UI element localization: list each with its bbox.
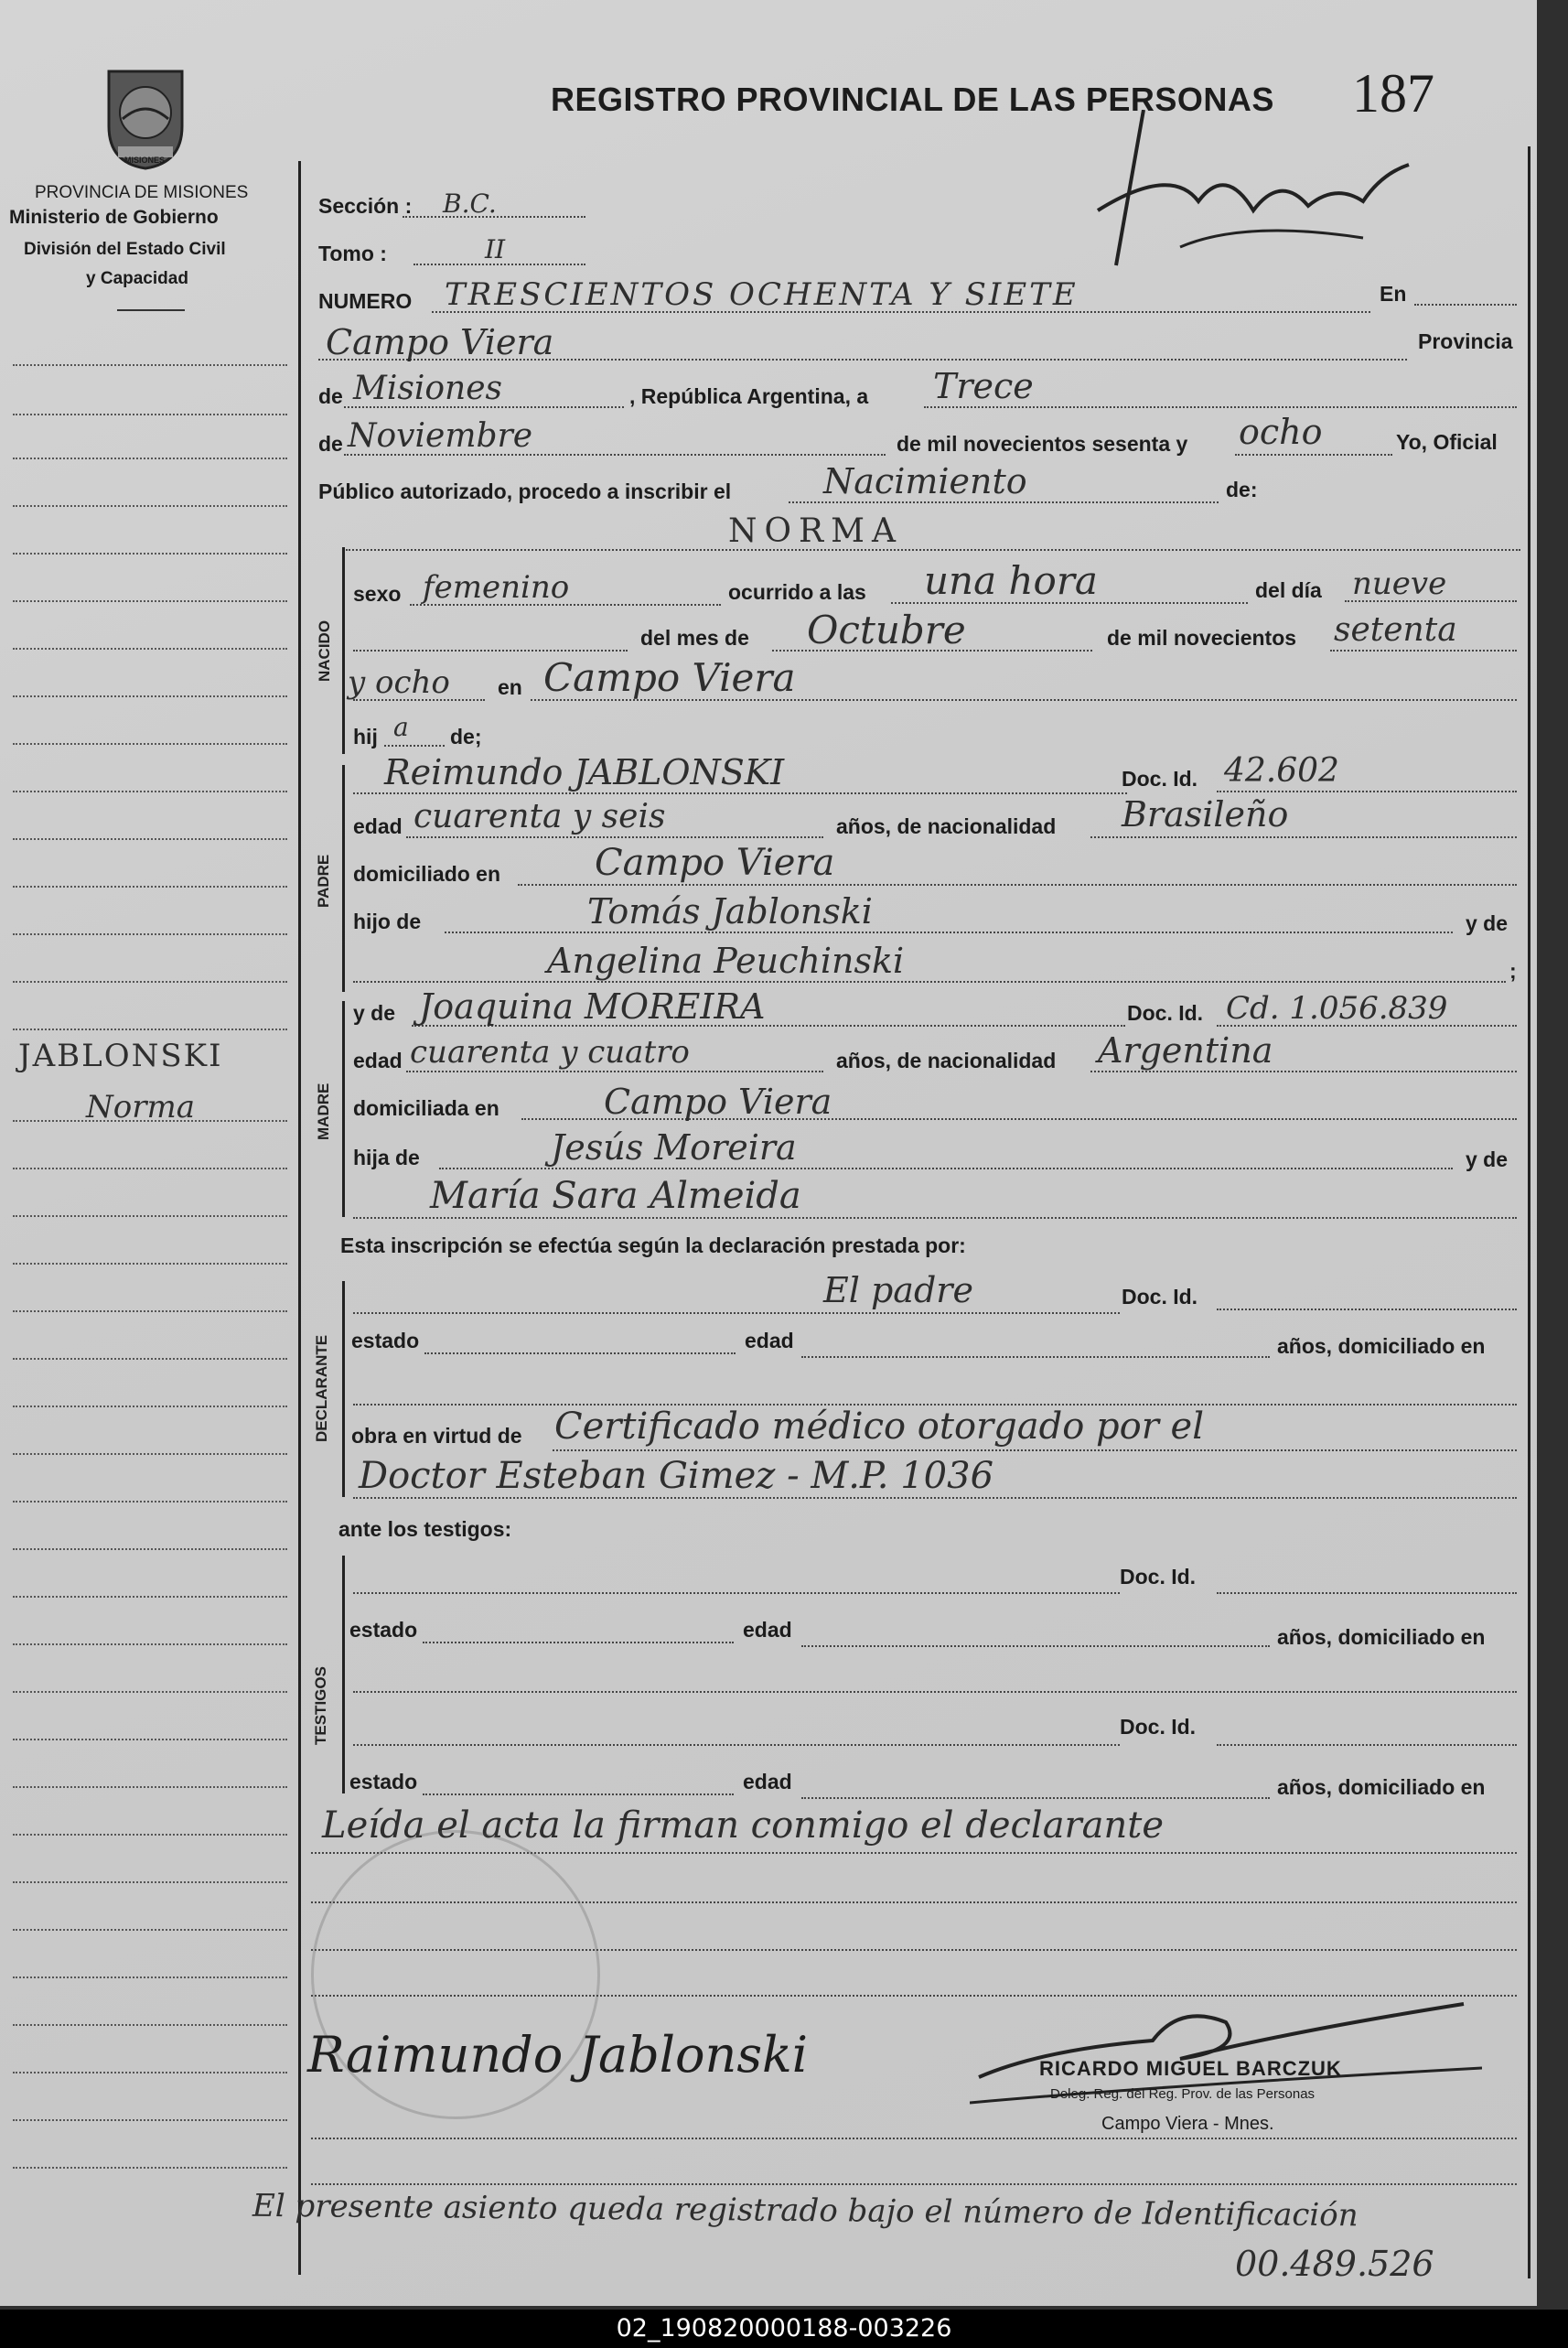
madre-edad-value: cuarenta y cuatro: [410, 1034, 690, 1071]
dia-nac-value: nueve: [1352, 565, 1447, 602]
padre-dom-value: Campo Viera: [595, 842, 835, 884]
numero-value: TRESCIENTOS OCHENTA Y SIETE: [445, 276, 1079, 313]
numero-label: NUMERO: [318, 289, 413, 313]
en-lower-label: en: [498, 675, 522, 699]
right-rule: [1528, 146, 1530, 2278]
hij-suffix: a: [393, 712, 409, 742]
nombre-value: NORMA: [728, 512, 903, 550]
madre-y-de-label: y de: [353, 1001, 396, 1025]
testigo2-doc-label: Doc. Id.: [1120, 1715, 1197, 1739]
padre-edad-label: edad: [353, 814, 403, 838]
seccion-value: B.C.: [443, 188, 497, 219]
crest-label: MISIONES: [124, 156, 166, 165]
madre-hija-label: hija de: [353, 1146, 420, 1169]
division-name-2: y Capacidad: [86, 269, 188, 288]
madre-nac-value: Argentina: [1098, 1030, 1273, 1071]
anio-nac-value: setenta: [1334, 611, 1457, 649]
label-madre: MADRE: [315, 1082, 332, 1140]
madre-doc-label: Doc. Id.: [1127, 1001, 1204, 1025]
section-rule-padre: [342, 765, 345, 992]
madre-hija-value: Jesús Moreira: [551, 1127, 797, 1168]
madre-nac-label: años, de nacionalidad: [836, 1049, 1057, 1072]
testigo2-anos-label: años, domiciliado en: [1277, 1775, 1486, 1799]
ministry-name: Ministerio de Gobierno: [9, 207, 219, 228]
obra-value-2: Doctor Esteban Gimez - M.P. 1036: [359, 1455, 994, 1497]
testigo1-edad-label: edad: [743, 1618, 792, 1642]
de-colon-label: de:: [1226, 478, 1258, 501]
nota-value: Leída el acta la firman conmigo el declarante: [322, 1804, 1165, 1847]
inscripcion-label: Esta inscripción se efectúa según la declaración prestada por:: [340, 1233, 966, 1257]
seccion-label: Sección :: [318, 194, 413, 218]
de-semicolon-label: de;: [450, 725, 482, 749]
mil-novecientos-label: de mil novecientos: [1107, 626, 1297, 650]
padre-nac-value: Brasileño: [1122, 794, 1289, 835]
obra-value: Certificado médico otorgado por el: [554, 1406, 1204, 1448]
section-rule-declarante: [342, 1281, 345, 1497]
lugar-value: Campo Viera: [326, 322, 554, 362]
label-testigos: TESTIGOS: [312, 1666, 329, 1745]
official-stamp-location: Campo Viera - Mnes.: [1101, 2114, 1274, 2134]
padre-hijo-value: Tomás Jablonski: [587, 891, 873, 932]
ocurrido-label: ocurrido a las: [728, 580, 866, 604]
label-declarante: DECLARANTE: [313, 1334, 330, 1442]
declarante-value: El padre: [823, 1270, 973, 1310]
semicolon-mark: ;: [1509, 959, 1517, 983]
tomo-label: Tomo :: [318, 242, 387, 265]
declarante-estado-label: estado: [351, 1329, 420, 1352]
declarante-doc-label: Doc. Id.: [1122, 1285, 1198, 1309]
lugar-nac-value: Campo Viera: [543, 655, 796, 700]
sexo-value: femenino: [423, 569, 570, 606]
publico-label: Público autorizado, procedo a inscribir el: [318, 479, 732, 503]
padre-hijo-label: hijo de: [353, 910, 422, 933]
madre-doc-value: Cd. 1.056.839: [1226, 990, 1448, 1027]
margin-surname: JABLONSKI: [18, 1038, 223, 1074]
padre-doc-label: Doc. Id.: [1122, 767, 1198, 791]
testigo1-estado-label: estado: [349, 1618, 418, 1642]
madre-dom-value: Campo Viera: [604, 1082, 832, 1122]
divider: [117, 309, 185, 311]
division-name: División del Estado Civil: [24, 240, 226, 259]
declarante-edad-label: edad: [745, 1329, 794, 1352]
folio-number: 187: [1352, 63, 1434, 124]
de-label-2: de: [318, 432, 343, 456]
declarante-signature: Raimundo Jablonski: [307, 2026, 809, 2084]
padre-doc-value: 42.602: [1224, 752, 1339, 790]
madre-dom-label: domiciliada en: [353, 1096, 499, 1120]
del-mes-label: del mes de: [640, 626, 749, 650]
section-rule-madre: [342, 1001, 345, 1217]
padre-hijo-value-2: Angelina Peuchinski: [547, 941, 905, 981]
mes-nac-value: Octubre: [807, 608, 966, 652]
left-rule: [298, 161, 301, 2275]
label-padre: PADRE: [315, 854, 332, 908]
testigo2-estado-label: estado: [349, 1770, 418, 1793]
padre-edad-value: cuarenta y seis: [413, 798, 666, 835]
mes-value: Noviembre: [348, 417, 533, 455]
official-signature-top: [1061, 110, 1445, 275]
ante-testigos-label: ante los testigos:: [338, 1517, 512, 1541]
madre-hija-value-2: María Sara Almeida: [430, 1175, 801, 1217]
provincia-value: Misiones: [353, 370, 503, 407]
image-caption: 02_190820000188-003226: [0, 2310, 1568, 2348]
province-name: PROVINCIA DE MISIONES: [35, 183, 249, 202]
margin-given-name: Norma: [86, 1089, 195, 1126]
yo-oficial-label: Yo, Oficial: [1396, 430, 1498, 454]
page-title: REGISTRO PROVINCIAL DE LAS PERSONAS: [551, 81, 1274, 118]
sexo-label: sexo: [353, 582, 402, 606]
official-stamp-name: RICARDO MIGUEL BARCZUK: [1039, 2057, 1342, 2080]
anio-nac2-value: y ocho: [348, 664, 450, 701]
testigo2-edad-label: edad: [743, 1770, 792, 1793]
madre-edad-label: edad: [353, 1049, 403, 1072]
official-stamp-title: Deleg. Reg. del Reg. Prov. de las Personas: [1050, 2086, 1316, 2102]
section-rule-testigos: [342, 1556, 345, 1793]
de-label: de: [318, 384, 343, 408]
acto-value: Nacimiento: [823, 461, 1027, 501]
madre-nombre: Joaquina MOREIRA: [419, 986, 766, 1027]
footer-note: El presente asiento queda registrado bajo el número de Identificación: [252, 2187, 1359, 2235]
republica-label: , República Argentina, a: [629, 384, 869, 408]
obra-label: obra en virtud de: [351, 1424, 522, 1448]
en-label: En: [1380, 282, 1407, 306]
padre-nac-label: años, de nacionalidad: [836, 814, 1057, 838]
declarante-anos-label: años, domiciliado en: [1277, 1334, 1486, 1358]
testigo1-anos-label: años, domiciliado en: [1277, 1625, 1486, 1649]
footer-number: 00.489.526: [1235, 2244, 1434, 2284]
sesenta-label: de mil novecientos sesenta y: [897, 432, 1188, 456]
anio-value: ocho: [1239, 412, 1323, 452]
hij-label: hij: [353, 725, 378, 749]
del-dia-label: del día: [1255, 578, 1322, 602]
madre-y-de-label-2: y de: [1466, 1147, 1509, 1171]
section-rule-nacido: [342, 547, 345, 754]
label-nacido: NACIDO: [316, 619, 333, 682]
tomo-value: II: [485, 234, 506, 264]
padre-dom-label: domiciliado en: [353, 862, 501, 886]
dia-value: Trece: [933, 366, 1034, 406]
provincia-label: Provincia: [1418, 329, 1513, 353]
testigo1-doc-label: Doc. Id.: [1120, 1565, 1197, 1589]
padre-nombre: Reimundo JABLONSKI: [384, 752, 785, 792]
hora-value: una hora: [924, 558, 1098, 603]
padre-y-de-label: y de: [1466, 911, 1509, 935]
